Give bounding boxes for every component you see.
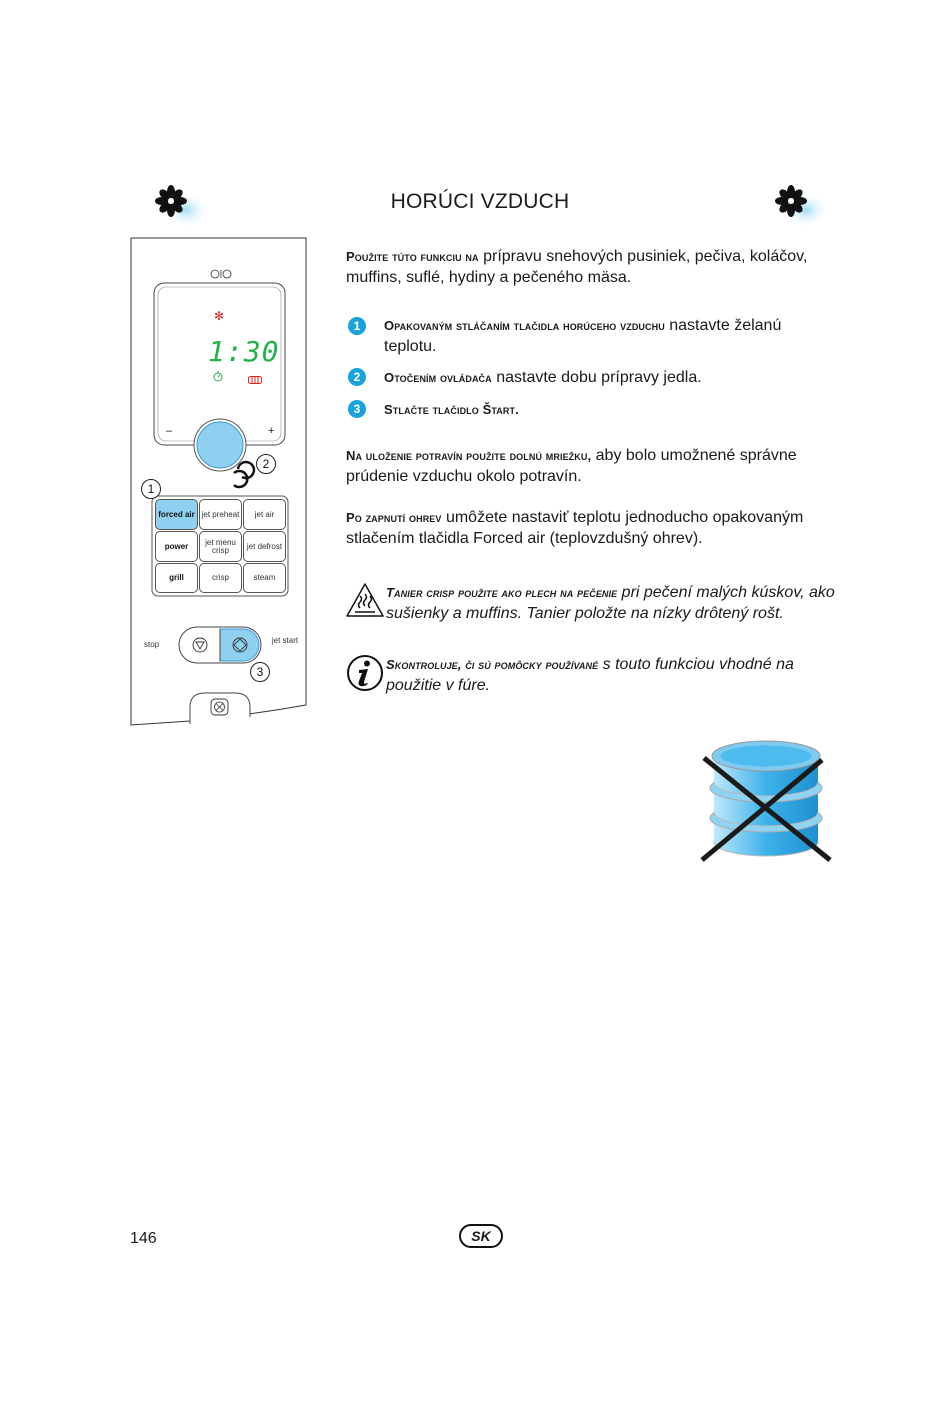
minus-label: –	[166, 425, 173, 437]
step-2	[384, 367, 834, 388]
plus-label: +	[268, 425, 275, 437]
note-2-text: umôžete nastaviť teplotu jednoducho opakovaným stlačením tlačidla Forced air (teplovzdušný ohrev).	[346, 509, 804, 547]
flower-icon-right	[770, 180, 830, 235]
timer-icon	[213, 369, 223, 387]
step-1-number: 1	[348, 317, 366, 335]
page-number: 146	[130, 1230, 157, 1247]
warning-text: pri pečení malých kúskov, ako sušienky a muffins. Tanier položte na nízky drôtený rošt.	[386, 584, 835, 622]
display-time: 1:30	[208, 335, 280, 368]
note-lower-rack	[346, 445, 836, 487]
steam-button[interactable]: steam	[243, 563, 286, 593]
cancel-button[interactable]	[211, 699, 229, 716]
note-forced-air	[346, 507, 836, 549]
no-stacked-dishes-illustration	[698, 730, 834, 871]
step-1-lead: Opakovaným stláčaním tlačidla horúceho vzduchu	[384, 318, 665, 333]
info-lead: Skontroluje, či sú pomôcky používané	[386, 657, 599, 672]
intro-paragraph	[346, 246, 836, 288]
hot-surface-warning-icon	[345, 582, 385, 623]
grill-button[interactable]: grill	[155, 563, 198, 593]
jet-air-button[interactable]: jet air	[243, 499, 286, 530]
info-text: s touto funkciou vhodné na použitie v fúre.	[386, 656, 794, 694]
page-title: HORÚCI VZDUCH	[390, 190, 570, 213]
crisp-button[interactable]: crisp	[199, 563, 242, 593]
crisp-plate-warning	[386, 582, 836, 624]
control-panel-illustration	[130, 237, 307, 727]
callout-3: 3	[250, 662, 270, 682]
step-2-lead: Otočením ovládača	[384, 370, 492, 385]
step-3-lead: Stlačte tlačidlo Štart.	[384, 402, 519, 417]
jet-start-label: jet start	[271, 636, 299, 645]
oven-icon	[248, 371, 262, 389]
jet-start-button[interactable]	[221, 628, 261, 662]
step-1	[384, 315, 834, 357]
step-1-text: nastavte želanú teplotu.	[384, 317, 782, 355]
warning-lead: Tanier crisp použite ako plech na pečenie	[386, 585, 618, 600]
fan-star-icon: ✻	[214, 309, 225, 323]
utensils-info	[386, 654, 836, 696]
flower-icon-left	[150, 180, 210, 235]
info-icon	[346, 654, 384, 697]
intro-lead: Použite túto funkciu na	[346, 249, 479, 264]
stop-button[interactable]	[180, 628, 220, 662]
language-badge: SK	[459, 1224, 503, 1248]
callout-2: 2	[256, 454, 276, 474]
step-3	[384, 399, 834, 420]
power-button[interactable]: power	[155, 531, 198, 562]
jet-preheat-button[interactable]: jet preheat	[199, 499, 242, 530]
note-1-text: aby bolo umožnené správne prúdenie vzduchu okolo potravín.	[346, 447, 797, 485]
forced-air-button[interactable]: forced air	[155, 499, 198, 530]
step-2-number: 2	[348, 368, 366, 386]
step-2-text: nastavte dobu prípravy jedla.	[491, 369, 702, 386]
stop-label: stop	[144, 640, 160, 649]
note-1-lead: Na uloženie potravín použite dolnú mriežku,	[346, 448, 592, 463]
step-3-number: 3	[348, 400, 366, 418]
jet-menu-crisp-button[interactable]: jet menu crisp	[199, 531, 242, 562]
callout-1: 1	[141, 479, 161, 499]
control-dial[interactable]	[190, 421, 250, 469]
intro-text: prípravu snehových pusiniek, pečiva, koláčov, muffins, suflé, hydiny a pečeného mäsa.	[346, 248, 808, 286]
jet-defrost-button[interactable]: jet defrost	[243, 531, 286, 562]
note-2-lead: Po zapnutí ohrev	[346, 510, 442, 525]
